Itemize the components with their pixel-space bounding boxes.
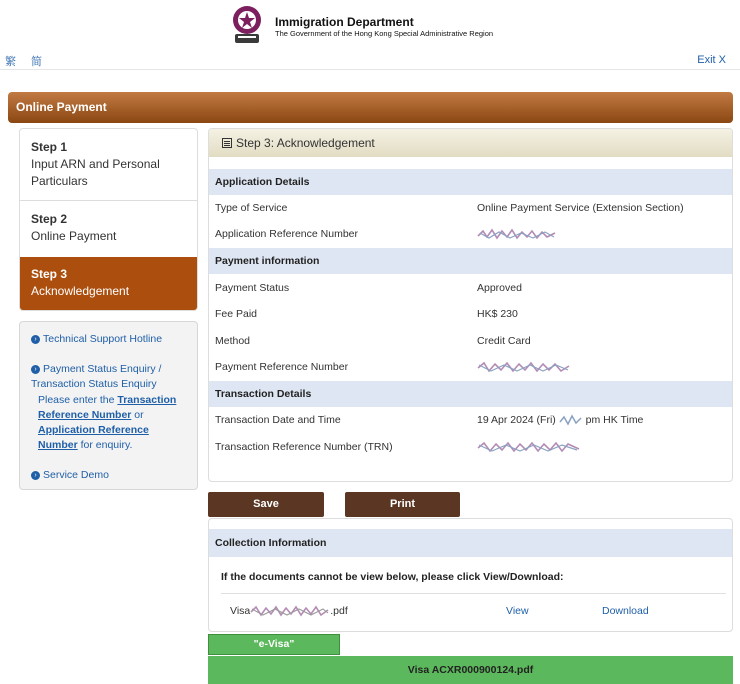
collection-information-panel: [208, 518, 733, 632]
service-demo-link[interactable]: [31, 468, 109, 483]
transaction-datetime-value: [477, 407, 643, 433]
step-1-number: Step 1: [31, 140, 68, 154]
payment-reference-label: Payment Reference Number: [215, 361, 349, 373]
view-link[interactable]: View: [506, 605, 529, 617]
arrow-circle-icon: ›: [31, 335, 40, 344]
hksar-emblem-logo: [229, 3, 265, 47]
trn-label: Transaction Reference Number (TRN): [215, 441, 393, 453]
method-row: [209, 328, 732, 354]
arrow-circle-icon: ›: [31, 365, 40, 374]
department-title: Immigration Department: [275, 15, 414, 29]
save-button[interactable]: Save: [208, 492, 324, 517]
method-label: Method: [215, 335, 251, 347]
panel-title-text: Step 3: Acknowledgement: [236, 136, 375, 150]
transaction-datetime-row: [209, 407, 732, 433]
payment-reference-row: [209, 354, 732, 380]
hotline-label: Technical Support Hotline: [43, 333, 163, 345]
payment-reference-value-redacted: [477, 354, 571, 380]
department-subtitle: The Government of the Hong Kong Special Administrative Region: [275, 29, 494, 38]
redacted-scribble: [477, 441, 581, 453]
redacted-scribble: [250, 605, 330, 617]
transaction-datetime-label: Transaction Date and Time: [215, 414, 341, 426]
lang-simplified-chinese-link[interactable]: 简: [31, 56, 42, 68]
payment-status-label: Payment Status: [215, 282, 290, 294]
arrow-circle-icon: ›: [31, 471, 40, 480]
fee-paid-value: HK$ 230: [477, 308, 518, 320]
trn-value-redacted: [477, 434, 581, 460]
divider: [221, 593, 726, 594]
step-3-number: Step 3: [31, 267, 68, 281]
exit-link[interactable]: Exit X: [697, 54, 726, 66]
enquiry-note: [38, 393, 190, 453]
doc-prefix: Visa: [230, 605, 251, 617]
evisa-tab[interactable]: "e-Visa": [208, 634, 340, 655]
fee-paid-row: [209, 301, 732, 327]
payment-status-row: [209, 275, 732, 301]
redacted-scribble: [477, 228, 557, 240]
visa-document-name: [230, 605, 348, 617]
method-value: Credit Card: [477, 335, 531, 347]
payment-status-enquiry-link[interactable]: [31, 362, 187, 392]
transaction-time-suffix: pm HK Time: [585, 414, 644, 426]
print-button[interactable]: Print: [345, 492, 460, 517]
step-3-label: Acknowledgement: [31, 284, 130, 298]
step-2: [20, 201, 197, 257]
payment-status-value: Approved: [477, 282, 522, 294]
payment-information-header: Payment information: [209, 248, 732, 274]
status-enquiry-label: Payment Status Enquiry / Transaction Status Enquiry: [31, 363, 162, 390]
download-link[interactable]: Download: [602, 605, 649, 617]
fee-paid-label: Fee Paid: [215, 308, 258, 320]
type-of-service-label: Type of Service: [215, 202, 288, 214]
service-demo-label: Service Demo: [43, 469, 109, 481]
note-or: or: [134, 409, 144, 421]
redacted-scribble: [477, 361, 571, 373]
help-links-panel: [19, 321, 198, 490]
panel-title: [209, 129, 732, 157]
technical-support-hotline-link[interactable]: [31, 332, 162, 347]
arn-link[interactable]: Application Reference Number: [38, 424, 149, 451]
type-of-service-value: Online Payment Service (Extension Section): [477, 202, 684, 214]
collection-information-header: Collection Information: [209, 529, 732, 557]
step-2-label: Online Payment: [31, 229, 117, 243]
arn-row: [209, 221, 732, 247]
redacted-scribble: [559, 414, 583, 426]
arn-label: Application Reference Number: [215, 228, 358, 240]
step-progress-panel: [19, 128, 198, 311]
step-3-active: [20, 257, 197, 311]
lang-traditional-chinese-link[interactable]: 繁: [5, 56, 16, 68]
application-details-header: Application Details: [209, 169, 732, 195]
collection-note: If the documents cannot be view below, please click View/Download:: [221, 571, 564, 583]
type-of-service-row: [209, 195, 732, 221]
step-1-label: Input ARN and Personal Particulars: [31, 157, 160, 188]
acknowledgement-panel: [208, 128, 733, 482]
page-header: [0, 0, 740, 70]
step-1: [20, 139, 197, 201]
transaction-details-header: Transaction Details: [209, 381, 732, 407]
doc-suffix: .pdf: [330, 605, 348, 617]
trn-link[interactable]: Transaction Reference Number: [38, 394, 177, 421]
evisa-file-bar: Visa ACXR000900124.pdf: [208, 656, 733, 684]
note-prefix: Please enter the: [38, 394, 115, 406]
step-2-number: Step 2: [31, 212, 68, 226]
arn-value-redacted: [477, 221, 557, 247]
trn-row: [209, 434, 732, 460]
online-payment-banner: Online Payment: [8, 92, 733, 123]
note-suffix: for enquiry.: [80, 439, 133, 451]
transaction-date: 19 Apr 2024 (Fri): [477, 414, 556, 426]
document-list-icon: [222, 138, 232, 148]
